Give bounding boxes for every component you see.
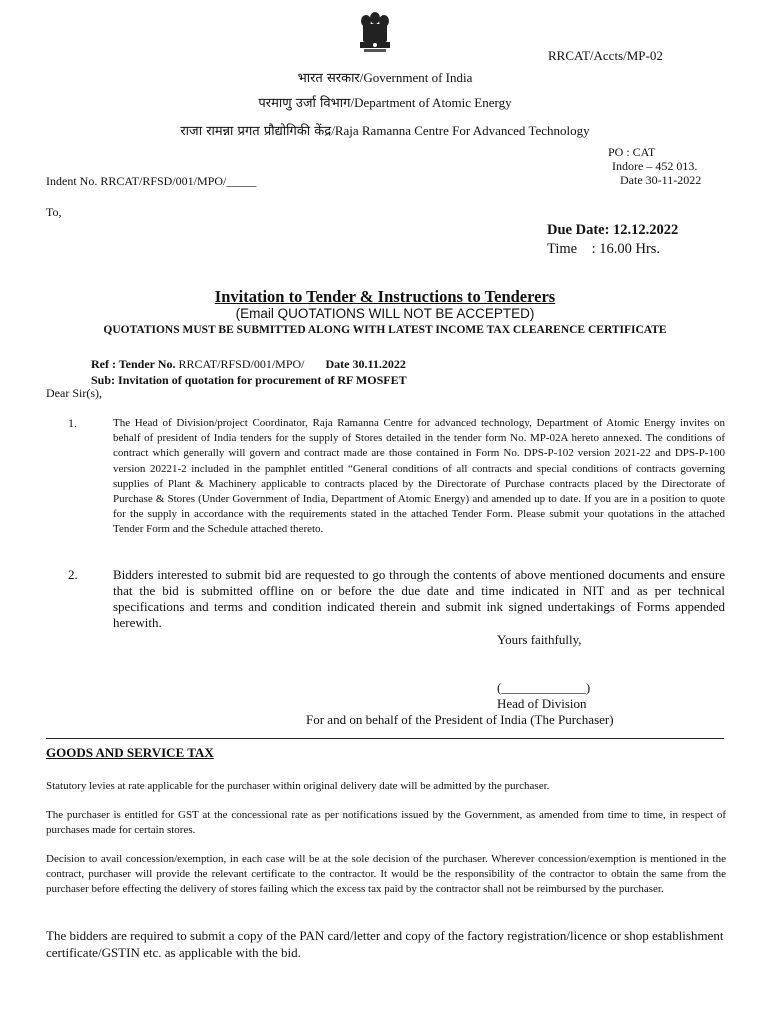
paragraph-1: The Head of Division/project Coordinator, Raja Ramanna Centre for advanced technology, Department of Atomic Energy invites on behalf of president of India tenders for the supply of Stores detailed in the tender form No. MP-02A hereto annexed. The conditions of contract which generally will govern and contract made are those contained in Form No. DPS-P-102 version 2021-22 and DPS-P-100 version 20221-2 included in the pamphlet entitled “General conditions of all contracts and special conditions of contracts governing supplies of Plant & Machinery applicable to contracts placed by the Directorate of Purchase contracts placed by the Directorate of Purchase & Stores (Under Government of India, Department of Atomic Energy) and amended up to date. If you are in a position to quote for the supply in accordance with the requirements stated in the attached Tender Form. Please submit your quotations in the attached Tender Form and the Schedule attached thereto. (113, 417, 725, 536)
header-line-centre (0, 121, 770, 139)
designation: Head of Division (497, 696, 587, 711)
ref-date: Date 30.11.2022 (325, 357, 406, 371)
quotation-note: QUOTATIONS MUST BE SUBMITTED ALONG WITH LATEST INCOME TAX CLEARENCE CERTIFICATE (103, 324, 667, 336)
document-title: Invitation to Tender & Instructions to Tenderers (214, 287, 556, 306)
reference-block (91, 356, 407, 388)
header-line-centre-hindi: राजा रामन्ना प्रगत प्रौद्योगिकी केंद्र (180, 124, 332, 139)
paragraph-number: 1. (68, 416, 77, 430)
signature-blank: (_____________) (497, 680, 591, 695)
paragraph-number: 2. (68, 567, 78, 582)
header-line-govt-hindi: भारत सरकार (297, 71, 360, 86)
national-emblem-icon (352, 8, 398, 62)
due-block (547, 221, 678, 259)
header-line-govt-english: /Government of India (359, 70, 473, 85)
gst-heading: GOODS AND SERVICE TAX (46, 745, 214, 760)
gst-paragraph-1: Statutory levies at rate applicable for the purchaser within original delivery date will be admitted by the purchaser. (46, 780, 550, 792)
header-line-dept-english: /Department of Atomic Energy (350, 95, 512, 110)
header-line-dept-hindi: परमाणु उर्जा विभाग (258, 96, 351, 111)
ref-number: RRCAT/RFSD/001/MPO/ (175, 357, 305, 371)
header-line-dept (0, 93, 770, 111)
header-line-centre-english: /Raja Ramanna Centre For Advanced Technology (331, 123, 590, 138)
ref-subject: Sub: Invitation of quotation for procurement of RF MOSFET (91, 373, 407, 387)
email-note: (Email QUOTATIONS WILL NOT BE ACCEPTED) (235, 306, 535, 321)
ref-label: Ref : Tender No. (91, 357, 176, 371)
to-line: To, (46, 205, 62, 219)
salutation: Dear Sir(s), (46, 386, 102, 400)
gst-paragraph-4: The bidders are required to submit a copy of the PAN card/letter and copy of the factory registration/licence or shop establishment certificate/GSTIN etc. as applicable with the bid. (46, 928, 724, 960)
gst-paragraph-3: Decision to avail concession/exemption, in each case will be at the sole decision of the purchaser. Wherever concession/exemption is mentioned in the contract, purchaser will provide the relevant certificate to the contractor. It would be the responsibility of the contractor to obtain the same from the purchaser before effecting the delivery of stores failing which the excess tax paid by the contractor shall not be reimbursed by the purchaser. (46, 853, 726, 895)
behalf-line: For and on behalf of the President of India (The Purchaser) (306, 712, 614, 727)
paragraph-2: Bidders interested to submit bid are requested to go through the contents of above mentioned documents and ensure that the bid is submitted offline on or before the due date and time indicated in NIT and as per technical specifications and terms and condition indicated therein and submit ink signed undertakings of Forms appended herewith. (113, 567, 725, 630)
gst-paragraph-2: The purchaser is entitled for GST at the concessional rate as per notifications issued by the Government, as amended from time to time, in respect of purchases made for certain stores. (46, 809, 726, 836)
closing-line: Yours faithfully, (497, 632, 582, 647)
header-line-govt (0, 68, 770, 86)
address-block (608, 145, 701, 187)
po-line: PO : CAT (608, 145, 656, 159)
issue-date: Date 30-11-2022 (620, 173, 702, 187)
indent-number: Indent No. RRCAT/RFSD/001/MPO/_____ (46, 174, 257, 188)
divider (46, 738, 724, 739)
city-line: Indore – 452 013. (612, 159, 698, 173)
due-time: Time : 16.00 Hrs. (547, 241, 661, 257)
form-code: RRCAT/Accts/MP-02 (548, 48, 663, 63)
due-date: Due Date: 12.12.2022 (547, 222, 679, 238)
